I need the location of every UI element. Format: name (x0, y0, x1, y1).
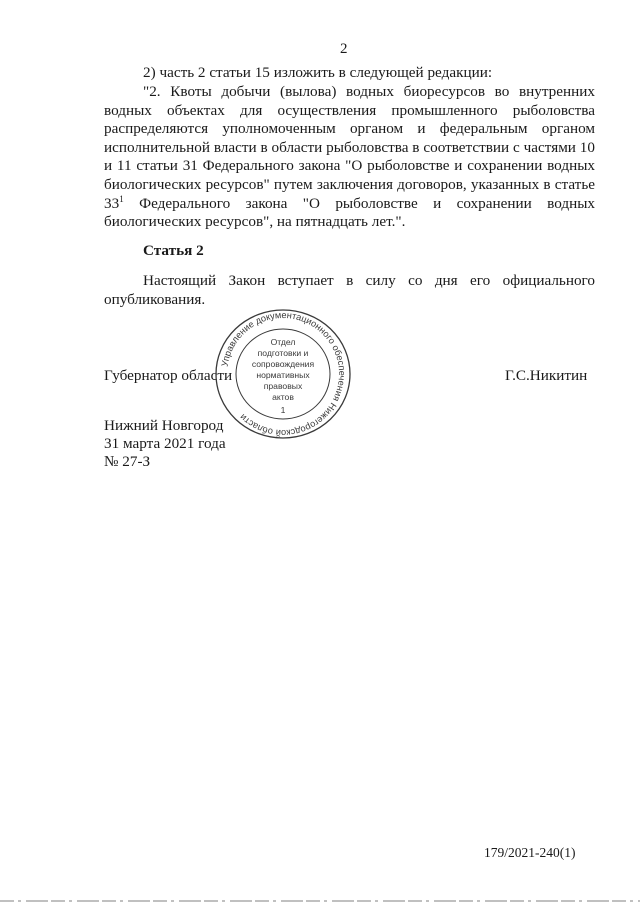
stamp-line: правовых (263, 381, 303, 391)
article-superscript: 1 (119, 193, 124, 204)
article-2-text: Настоящий Закон вступает в силу со дня его официального опубликования. (104, 272, 595, 308)
law-number: № 27-З (104, 453, 151, 470)
stamp-line: Отдел (270, 337, 296, 347)
document-date: 31 марта 2021 года (104, 435, 226, 452)
amendment-quote (104, 83, 595, 232)
stamp-outer-textpath: Управление документационного обеспечения Нижегородской области (219, 309, 348, 439)
stamp-line: актов (272, 392, 294, 402)
place-city: Нижний Новгород (104, 417, 224, 434)
registration-number: 179/2021-240(1) (484, 845, 576, 860)
stamp-line: нормативных (256, 370, 310, 380)
signature-title: Губернатор области (104, 367, 233, 384)
stamp-inner-text (252, 337, 315, 415)
amendment-quote-part2: Федерального закона "О рыболовстве и сохранении водных биологических ресурсов", на пятнадцать лет.". (104, 194, 595, 231)
signature-name: Г.С.Никитин (505, 367, 588, 384)
stamp-line: сопровождения (251, 359, 315, 369)
amendment-intro: 2) часть 2 статьи 15 изложить в следующей редакции: (143, 64, 493, 81)
article-2-heading: Статья 2 (143, 242, 204, 259)
page-number: 2 (340, 41, 348, 57)
official-stamp (213, 307, 353, 442)
stamp-line: подготовки и (257, 348, 309, 358)
stamp-seal-number: 1 (280, 405, 286, 415)
place-date-block (104, 417, 226, 471)
scan-bottom-edge (0, 897, 640, 905)
amendment-quote-part1: "2. Квоты добычи (вылова) водных биоресурсов во внутренних водных объектах для осуществления промышленного рыболовства распределяются уполномоченным органом и федеральным органом исполнительной власти в области рыболовства в соответствии с частями 10 и 11 статьи 31 Федерального закона "О рыболовстве и сохранении водных биологических ресурсов" путем заключения договоров, указанных в статье 33 (104, 83, 595, 212)
